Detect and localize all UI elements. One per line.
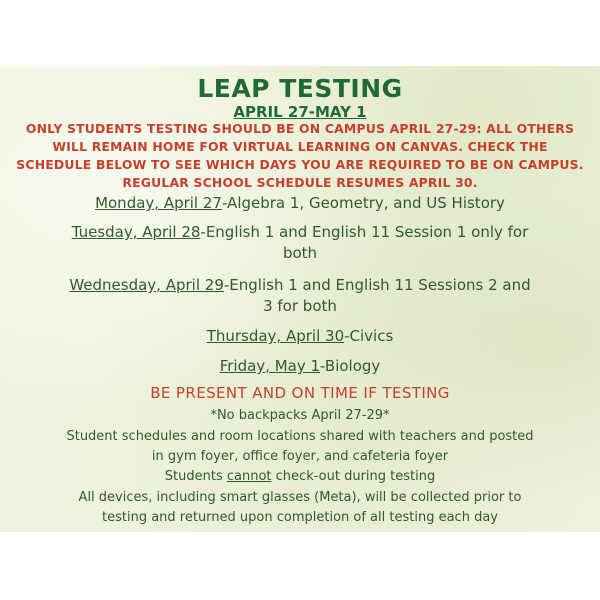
schedule-item-wednesday <box>0 276 600 294</box>
schedule-subjects: -Algebra 1, Geometry, and US History <box>221 194 505 212</box>
backpacks-notice: *No backpacks April 27-29* <box>210 408 390 423</box>
checkout-emphasis: cannot <box>226 469 272 484</box>
schedule-day: Thursday, April 30 <box>206 327 345 345</box>
checkout-post: check-out during testing <box>271 469 436 484</box>
schedule-subjects: -Civics <box>344 327 394 345</box>
schedule-item-monday <box>0 194 600 212</box>
flyer-title: LEAP TESTING <box>197 74 403 103</box>
checkout-pre: Students <box>164 469 227 484</box>
schedule-item-tuesday <box>0 223 600 241</box>
schedule-day: Tuesday, April 28 <box>71 223 201 241</box>
notice-line-2: WILL REMAIN HOME FOR VIRTUAL LEARNING ON CANVAS. CHECK THE <box>52 139 548 154</box>
schedule-day: Friday, May 1 <box>219 357 321 375</box>
schedule-subjects: -English 1 and English 11 Sessions 2 and <box>223 276 531 294</box>
schedule-subjects: -Biology <box>320 357 381 375</box>
schedules-notice-line-2: in gym foyer, office foyer, and cafeteria foyer <box>151 449 449 464</box>
checkout-notice <box>0 469 600 484</box>
schedule-day: Monday, April 27 <box>95 194 222 212</box>
notice-line-4: REGULAR SCHOOL SCHEDULE RESUMES APRIL 30. <box>122 175 478 190</box>
testing-dates: APRIL 27-MAY 1 <box>233 103 367 121</box>
schedule-item-thursday <box>0 327 600 345</box>
devices-notice-line-1: All devices, including smart glasses (Meta), will be collected prior to <box>78 490 522 505</box>
devices-notice-line-2: testing and returned upon completion of all testing each day <box>102 510 498 525</box>
notice-line-1: ONLY STUDENTS TESTING SHOULD BE ON CAMPUS APRIL 27-29: ALL OTHERS <box>25 121 575 136</box>
schedule-subjects: -English 1 and English 11 Session 1 only for <box>200 223 529 241</box>
schedule-item-wednesday-cont: 3 for both <box>263 297 337 315</box>
schedule-day: Wednesday, April 29 <box>69 276 224 294</box>
schedule-item-tuesday-cont: both <box>282 244 318 262</box>
schedule-item-friday <box>0 357 600 375</box>
schedules-notice-line-1: Student schedules and room locations shared with teachers and posted <box>66 429 534 444</box>
present-on-time-notice: BE PRESENT AND ON TIME IF TESTING <box>150 384 450 402</box>
testing-flyer <box>0 66 600 532</box>
notice-line-3: SCHEDULE BELOW TO SEE WHICH DAYS YOU ARE REQUIRED TO BE ON CAMPUS. <box>16 157 584 172</box>
